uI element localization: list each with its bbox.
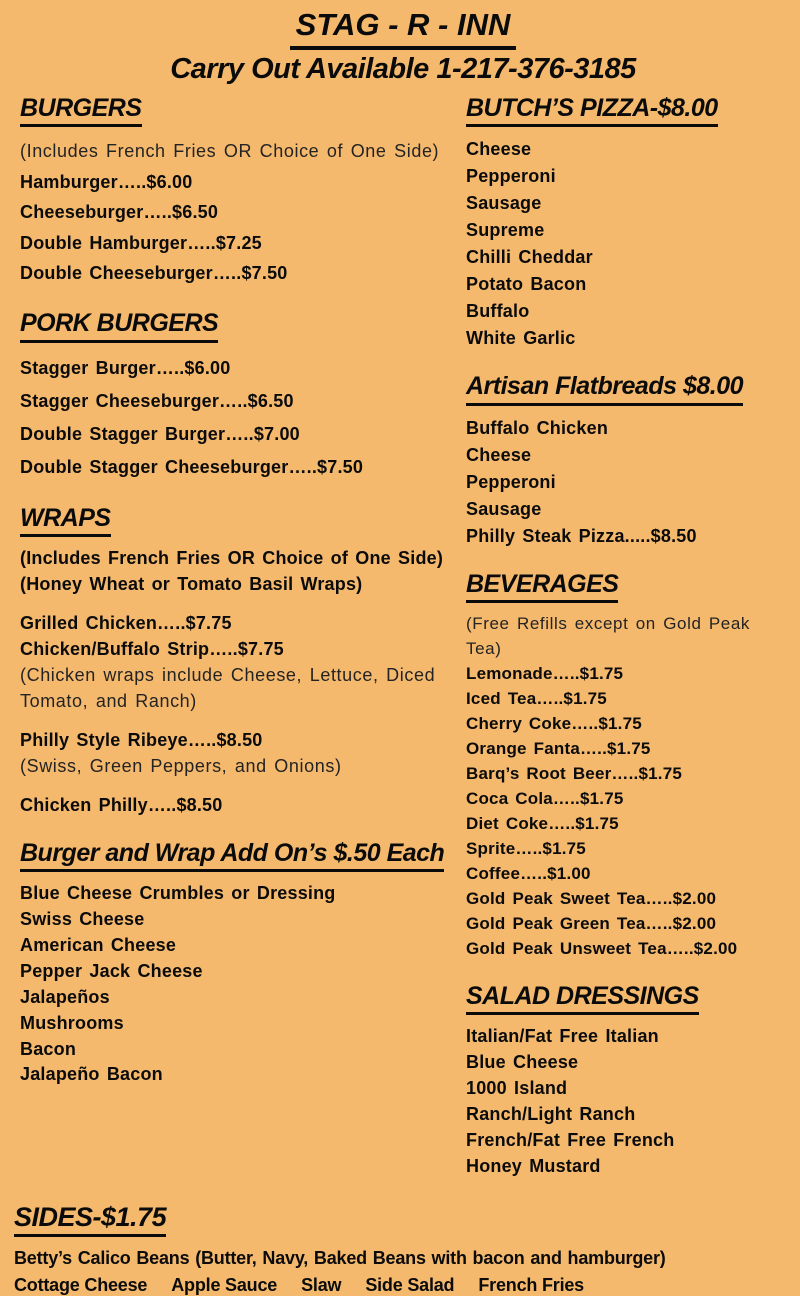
menu-line: Buffalo Chicken [466, 417, 609, 438]
section-heading-burgers: BURGERS [20, 95, 142, 128]
menu-line: American Cheese [20, 934, 177, 955]
menu-line: Stagger Cheeseburger…..$6.50 [20, 390, 294, 411]
side-item: Slaw [301, 1275, 342, 1296]
section-heading-burger-and-wrap-add-on-s-50-each: Burger and Wrap Add On’s $.50 Each [20, 840, 444, 873]
section-butch-s-pizza-8-00 [466, 95, 792, 353]
menu-line: Philly Style Ribeye…..$8.50 [20, 729, 263, 750]
menu-line: Jalapeño Bacon [20, 1064, 163, 1085]
left-column [14, 95, 466, 1110]
menu-line: Double Stagger Cheeseburger…..$7.50 [20, 456, 364, 477]
menu-line: Double Stagger Burger…..$7.00 [20, 423, 300, 444]
menu-line: (Includes French Fries OR Choice of One Side) [20, 548, 444, 569]
menu-line: Iced Tea…..$1.75 [466, 689, 607, 708]
menu-line: Gold Peak Sweet Tea…..$2.00 [466, 888, 717, 908]
menu-line: Grilled Chicken…..$7.75 [20, 613, 232, 634]
menu-line: Sausage [466, 193, 542, 214]
menu-line: Pepperoni [466, 471, 556, 492]
section-heading-artisan-flatbreads-8-00: Artisan Flatbreads $8.00 [466, 373, 743, 406]
sides-note: Betty’s Calico Beans (Butter, Navy, Baked Beans with bacon and hamburger) [14, 1248, 666, 1269]
sides-row [14, 1275, 792, 1296]
menu-line: Chicken/Buffalo Strip…..$7.75 [20, 639, 284, 660]
section-artisan-flatbreads-8-00 [466, 373, 792, 550]
section-heading-salad-dressings: SALAD DRESSINGS [466, 983, 699, 1016]
menu-line: White Garlic [466, 328, 576, 349]
menu-line: Buffalo [466, 301, 530, 322]
section-heading-wraps: WRAPS [20, 505, 111, 538]
menu-line: Cheese [466, 444, 532, 465]
menu-line: Philly Steak Pizza.....$8.50 [466, 525, 697, 546]
menu-line: Cherry Coke…..$1.75 [466, 713, 642, 733]
right-column [466, 95, 792, 1201]
menu-header [14, 6, 792, 87]
section-heading-butch-s-pizza-8-00: BUTCH’S PIZZA-$8.00 [466, 95, 718, 128]
menu-line: Swiss Cheese [20, 909, 145, 930]
menu-line: (Swiss, Green Peppers, and Onions) [20, 755, 342, 776]
menu-line: Jalapeños [20, 986, 110, 1007]
menu-line: Potato Bacon [466, 274, 587, 295]
menu-columns [14, 95, 792, 1201]
section-heading-sides: SIDES-$1.75 [14, 1203, 166, 1238]
menu-line: Stagger Burger…..$6.00 [20, 357, 231, 378]
section-burger-and-wrap-add-on-s-50-each [20, 840, 456, 1089]
section-burgers [20, 95, 456, 289]
menu-line: Double Hamburger…..$7.25 [20, 232, 262, 253]
side-item: French Fries [478, 1275, 584, 1296]
menu-line: Double Cheeseburger…..$7.50 [20, 263, 288, 284]
menu-line: Pepper Jack Cheese [20, 960, 203, 981]
menu-line: Cheese [466, 139, 532, 160]
menu-line: Coca Cola…..$1.75 [466, 788, 624, 808]
menu-line: Diet Coke…..$1.75 [466, 813, 619, 833]
sides-section [14, 1203, 792, 1296]
menu-line: French/Fat Free French [466, 1129, 675, 1150]
menu-line: Gold Peak Unsweet Tea…..$2.00 [466, 938, 738, 958]
menu-line: (Chicken wraps include Cheese, Lettuce, Diced Tomato, and Ranch) [20, 665, 436, 711]
menu-line: Pepperoni [466, 166, 556, 187]
restaurant-title: STAG - R - INN [290, 6, 517, 50]
menu-line: Coffee…..$1.00 [466, 863, 591, 883]
menu-line: Italian/Fat Free Italian [466, 1026, 659, 1047]
menu-line: Lemonade…..$1.75 [466, 664, 624, 684]
menu-line: Bacon [20, 1038, 77, 1059]
menu-line: Mushrooms [20, 1012, 124, 1033]
carry-out-phone-line: Carry Out Available 1-217-376-3185 [170, 52, 636, 85]
menu-line: Gold Peak Green Tea…..$2.00 [466, 913, 717, 933]
menu-line: Orange Fanta…..$1.75 [466, 738, 651, 758]
menu-line: Chicken Philly…..$8.50 [20, 794, 223, 815]
section-heading-pork-burgers: PORK BURGERS [20, 310, 218, 343]
menu-line: Hamburger…..$6.00 [20, 171, 193, 192]
section-heading-beverages: BEVERAGES [466, 571, 618, 604]
menu-line: Ranch/Light Ranch [466, 1104, 636, 1125]
section-salad-dressings [466, 983, 792, 1180]
menu-line: Barq’s Root Beer…..$1.75 [466, 763, 683, 783]
menu-line: Blue Cheese [466, 1052, 579, 1073]
section-pork-burgers [20, 310, 456, 484]
menu-line: Blue Cheese Crumbles or Dressing [20, 883, 336, 904]
menu-line: Sausage [466, 498, 542, 519]
menu-line: Cheeseburger…..$6.50 [20, 202, 219, 223]
menu-line: (Honey Wheat or Tomato Basil Wraps) [20, 574, 363, 595]
side-item: Cottage Cheese [14, 1275, 148, 1296]
menu-line: Honey Mustard [466, 1155, 601, 1176]
menu-line: Supreme [466, 220, 545, 241]
menu-line: 1000 Island [466, 1078, 568, 1099]
side-item: Side Salad [365, 1275, 455, 1296]
menu-line: Chilli Cheddar [466, 247, 593, 268]
menu-line: (Includes French Fries OR Choice of One Side) [20, 141, 440, 162]
menu-line: (Free Refills except on Gold Peak Tea) [466, 614, 750, 659]
side-item: Apple Sauce [171, 1275, 278, 1296]
menu-line: Sprite…..$1.75 [466, 838, 586, 858]
section-wraps [20, 505, 456, 819]
section-beverages [466, 571, 792, 962]
